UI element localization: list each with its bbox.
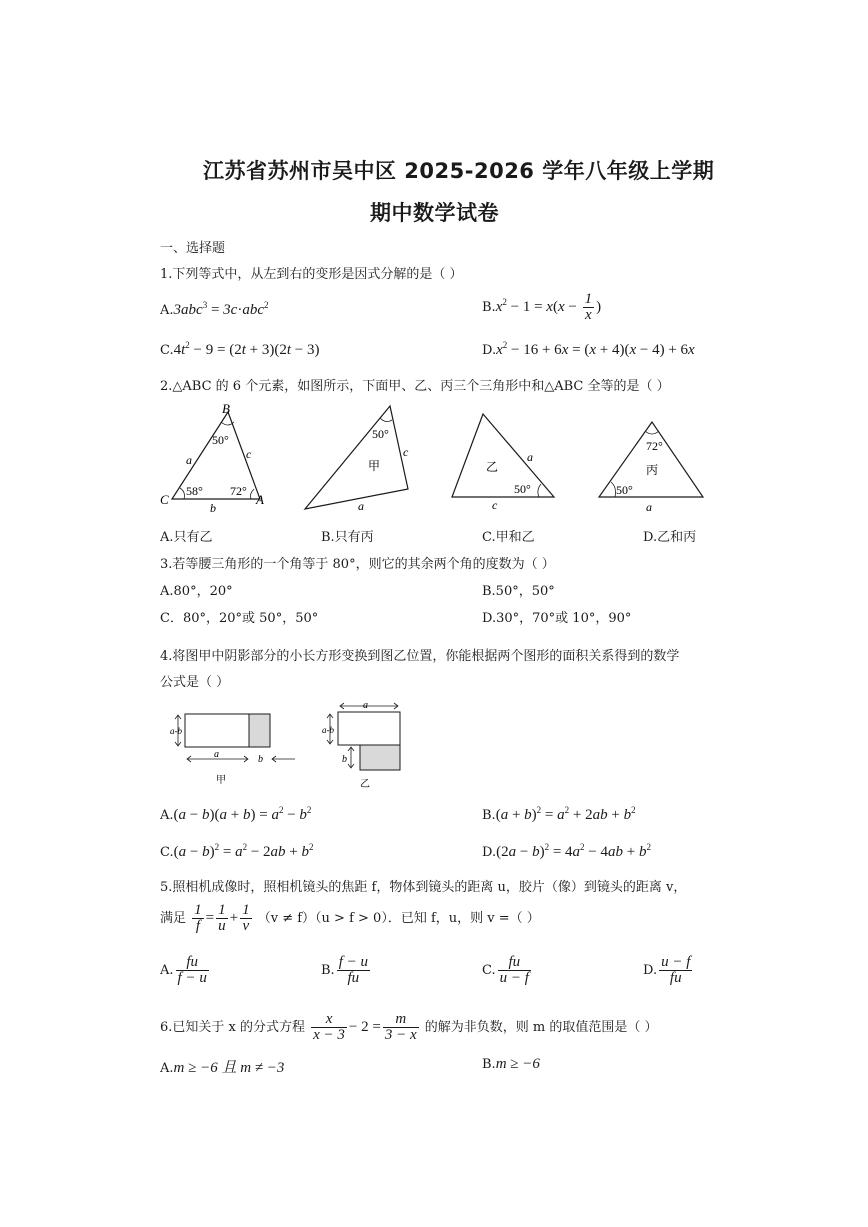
label-a: a xyxy=(363,700,368,711)
triangle-abc xyxy=(160,401,264,515)
label-a-vertex: A xyxy=(256,492,264,507)
q6-option-a: A.m ≥ −6 且 m ≠ −3 xyxy=(160,1060,285,1076)
stem-prefix: 满足 xyxy=(160,911,187,926)
figure-jia xyxy=(170,714,295,786)
section-heading: 一、选择题 xyxy=(160,241,226,256)
q3-option-a: A.80°，20° xyxy=(160,584,233,599)
q4-option-b: $B.(a + b)^2 = a^2 + 2ab + b^2$ xyxy=(482,805,636,823)
q6-option-b: B.m ≥ −6 xyxy=(482,1056,540,1072)
triangle-bing xyxy=(599,422,703,514)
angle-a: 72° xyxy=(230,484,247,498)
q5-option-d: D. $\frac{u - f}{fu}$ xyxy=(643,954,691,986)
label-bing: 丙 xyxy=(646,463,659,477)
angle-b: 50° xyxy=(212,433,229,447)
q5-option-c: C. $\frac{fu}{u - f}$ xyxy=(482,954,529,986)
fraction: $\frac{fu}{u - f}$ xyxy=(499,954,529,986)
question-1-stem: 1.下列等式中，从左到右的变形是因式分解的是（ ） xyxy=(160,267,463,282)
question-6-stem: 6.已知关于 x 的分式方程 $\frac{x}{x - 3}$ − 2 = $\frac{m}{3 - x}$ 的解为非负数，则 m 的取值范围是（ ） xyxy=(160,1011,658,1043)
q1-option-d: $D.x^2 - 16 + 6x = (x + 4)(x - 4) + 6x$ xyxy=(482,340,695,358)
label-jia: 甲 xyxy=(216,775,226,786)
label-a-minus-b: a-b xyxy=(322,725,334,735)
q2-option-a: A.只有乙 xyxy=(160,530,213,545)
question-5-stem-line2: 满足 $\frac{1}{f}$ = $\frac{1}{u}$ + $\frac{1}{v}$ （v ≠ f）（u > f > 0）．已知 f，u，则 v =（ ） xyxy=(160,902,540,934)
label-side-c: c xyxy=(492,498,498,512)
stem-suffix: （v ≠ f）（u > f > 0）．已知 f，u，则 v =（ ） xyxy=(257,911,540,926)
stem-prefix: 6.已知关于 x 的分式方程 xyxy=(160,1020,305,1035)
q2-option-c: C.甲和乙 xyxy=(482,530,535,545)
label-b-vertex: B xyxy=(222,401,230,416)
label-side-c: c xyxy=(403,445,409,459)
fraction: $\frac{1}{x}$ xyxy=(584,291,593,323)
q3-option-b: B.50°，50° xyxy=(482,584,555,599)
exam-subtitle: 期中数学试卷 xyxy=(370,201,499,225)
q5-option-a: A. $\frac{fu}{f - u}$ xyxy=(160,954,207,986)
q4-option-d: $D.(2a - b)^2 = 4a^2 - 4ab + b^2$ xyxy=(482,842,651,860)
label-jia: 甲 xyxy=(368,459,381,473)
label-side-a: a xyxy=(186,453,192,467)
q1-option-a: A.3abc$^3$ = 3c·abc$^2$ xyxy=(160,300,269,318)
question-3-stem: 3.若等腰三角形的一个角等于 80°，则它的其余两个角的度数为（ ） xyxy=(160,557,555,572)
fraction: $\frac{f - u}{fu}$ xyxy=(338,954,368,986)
question-5-stem-line1: 5.照相机成像时，照相机镜头的焦距 f，物体到镜头的距离 u，胶片（像）到镜头的距离 v， xyxy=(160,880,687,895)
q2-option-d: D.乙和丙 xyxy=(643,530,697,545)
q4-option-c: $C.(a - b)^2 = a^2 - 2ab + b^2$ xyxy=(160,842,314,860)
label-side-a: a xyxy=(358,499,364,513)
angle-jia: 50° xyxy=(372,427,389,441)
q2-option-b: B.只有丙 xyxy=(321,530,374,545)
label-yi: 乙 xyxy=(360,779,370,790)
fraction: $\frac{m}{3 - x}$ xyxy=(384,1011,417,1043)
question-4-stem-line2: 公式是（ ） xyxy=(160,675,230,690)
angle-bing-top: 72° xyxy=(646,439,663,453)
angle-bing-left: 50° xyxy=(616,483,633,497)
label-side-b: b xyxy=(210,501,216,515)
triangle-jia xyxy=(305,406,409,513)
label-a-minus-b: a-b xyxy=(170,726,182,736)
label-side-c: c xyxy=(246,447,252,461)
angle-yi: 50° xyxy=(514,482,531,496)
q1-option-b: $B.x^2 - 1 = x(x$ − $\frac{1}{x}$ ) xyxy=(482,291,602,323)
fraction: $\frac{fu}{f - u}$ xyxy=(177,954,207,986)
fraction: $\frac{u - f}{fu}$ xyxy=(661,954,691,986)
fraction: $\frac{1}{u}$ xyxy=(218,902,226,934)
q3-option-d: D.30°，70°或 10°，90° xyxy=(482,611,632,626)
fraction: $\frac{1}{f}$ xyxy=(194,902,202,934)
q2-figures xyxy=(150,398,720,516)
q3-option-c: C．80°，20°或 50°，50° xyxy=(160,611,319,626)
label-side-a: a xyxy=(527,450,533,464)
exam-title: 江苏省苏州市吴中区 2025-2026 学年八年级上学期 xyxy=(203,159,715,183)
label-c-vertex: C xyxy=(160,492,169,507)
q5-option-b: B. $\frac{f - u}{fu}$ xyxy=(321,954,368,986)
fraction: $\frac{1}{v}$ xyxy=(242,902,250,934)
q1-option-c: $C.4t^2 - 9 = (2t + 3)(2t - 3)$ xyxy=(160,340,320,358)
angle-c: 58° xyxy=(186,484,203,498)
fraction: $\frac{x}{x - 3}$ xyxy=(313,1011,345,1043)
label-a: a xyxy=(214,749,219,760)
q4-figures xyxy=(160,695,420,795)
label-side-a: a xyxy=(646,500,652,514)
figure-yi xyxy=(322,700,400,790)
question-2-stem: 2.△ABC 的 6 个元素，如图所示，下面甲、乙、丙三个三角形中和△ABC 全等的是（ ） xyxy=(160,379,670,394)
label-yi: 乙 xyxy=(486,460,499,474)
question-4-stem-line1: 4.将图甲中阴影部分的小长方形变换到图乙位置，你能根据两个图形的面积关系得到的数学 xyxy=(160,649,680,664)
stem-suffix: 的解为非负数，则 m 的取值范围是（ ） xyxy=(424,1020,658,1035)
label-b: b xyxy=(258,754,263,765)
label-b: b xyxy=(342,754,347,765)
triangle-yi xyxy=(452,414,554,512)
q4-option-a: $A.(a - b)(a + b) = a^2 - b^2$ xyxy=(160,805,312,823)
